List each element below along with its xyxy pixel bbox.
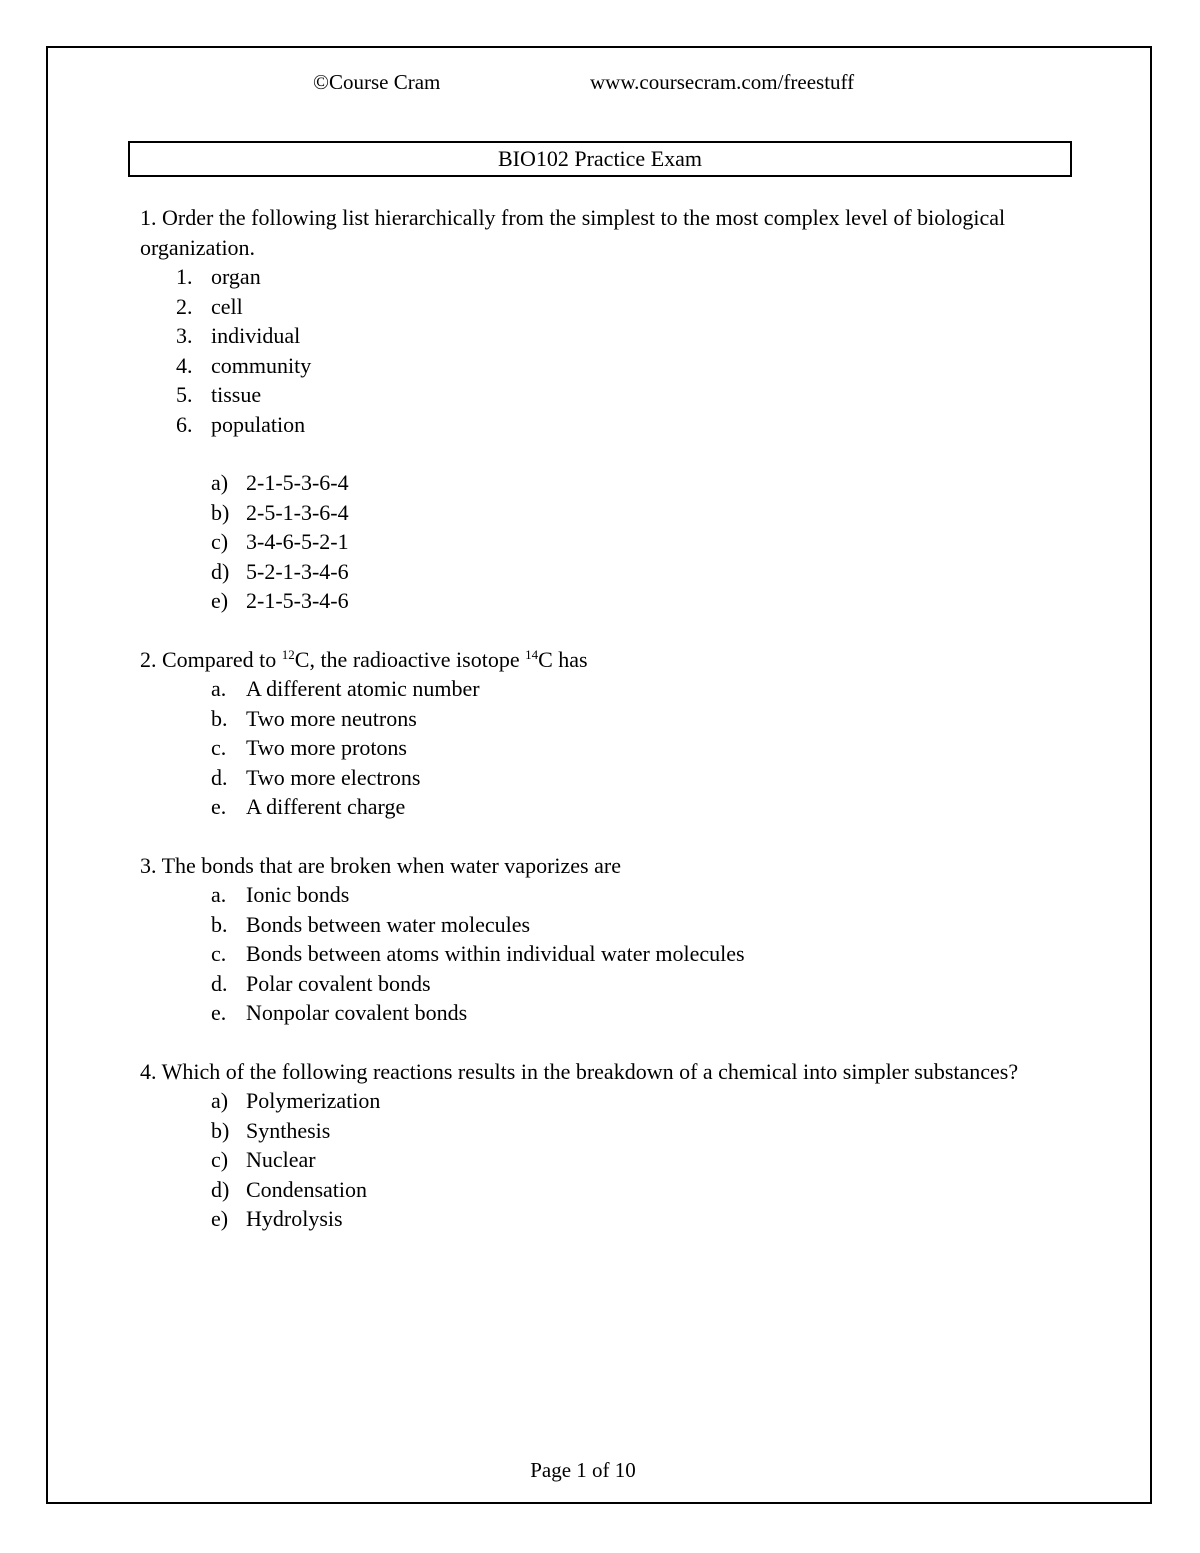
question-prompt: 4. Which of the following reactions results in the breakdown of a chemical into simpler substances?	[140, 1058, 1019, 1084]
answer-option: e. Nonpolar covalent bonds	[211, 1000, 468, 1025]
answer-option: d. Two more electrons	[211, 764, 421, 790]
answer-option: c) 3-4-6-5-2-1	[211, 529, 349, 554]
answer-option: e) 2-1-5-3-4-6	[211, 588, 349, 613]
page-number: Page 1 of 10	[530, 1458, 636, 1482]
question-prompt: 3. The bonds that are broken when water vaporizes are	[140, 852, 621, 878]
answer-option: b. Two more neutrons	[211, 705, 417, 731]
answer-options	[140, 674, 1060, 822]
questions	[140, 203, 1060, 1234]
answer-option: a) 2-1-5-3-6-4	[211, 470, 349, 495]
isotope-mass-12: 12	[281, 646, 295, 662]
question-prompt: 2. Compared to $^{12}$C, the radioactive isotope $^{14}$C has	[140, 646, 588, 672]
answer-options	[140, 880, 1060, 1028]
list-item: 6. population	[176, 411, 306, 437]
answer-option: d) Condensation	[211, 1176, 367, 1202]
header-copyright: ©Course Cram	[313, 70, 441, 94]
list-item: 1. organ	[176, 264, 261, 289]
answer-option: c. Bonds between atoms within individual water molecules	[211, 941, 745, 966]
answer-option: c. Two more protons	[211, 735, 407, 760]
answer-option: a) Polymerization	[211, 1088, 381, 1113]
answer-option: c) Nuclear	[211, 1147, 316, 1172]
header-url: www.coursecram.com/freestuff	[590, 70, 855, 94]
list-item: 5. tissue	[176, 382, 262, 407]
answer-option: d. Polar covalent bonds	[211, 970, 431, 996]
question-2	[140, 645, 1060, 822]
list-item: 4. community	[176, 352, 312, 378]
isotope-mass-14: 14	[525, 646, 539, 662]
answer-option: a. Ionic bonds	[211, 882, 350, 907]
answer-options	[140, 1086, 1060, 1234]
answer-option: e) Hydrolysis	[211, 1206, 343, 1231]
answer-option: d) 5-2-1-3-4-6	[211, 558, 349, 584]
list-item: 3. individual	[176, 323, 301, 348]
list-item: 2. cell	[176, 293, 243, 319]
question-1	[140, 203, 1060, 616]
hierarchy-list	[140, 262, 1060, 439]
answer-option: b) Synthesis	[211, 1117, 331, 1143]
answer-option: b) 2-5-1-3-6-4	[211, 499, 349, 525]
question-prompt: 1. Order the following list hierarchically from the simplest to the most complex level of biological organization.	[140, 205, 1006, 260]
answer-option: e. A different charge	[211, 794, 406, 819]
exam-title: BIO102 Practice Exam	[128, 141, 1072, 177]
answer-options	[140, 468, 1060, 616]
answer-option: b. Bonds between water molecules	[211, 911, 531, 937]
question-3	[140, 851, 1060, 1028]
answer-option: a. A different atomic number	[211, 676, 480, 701]
question-4	[140, 1057, 1060, 1234]
